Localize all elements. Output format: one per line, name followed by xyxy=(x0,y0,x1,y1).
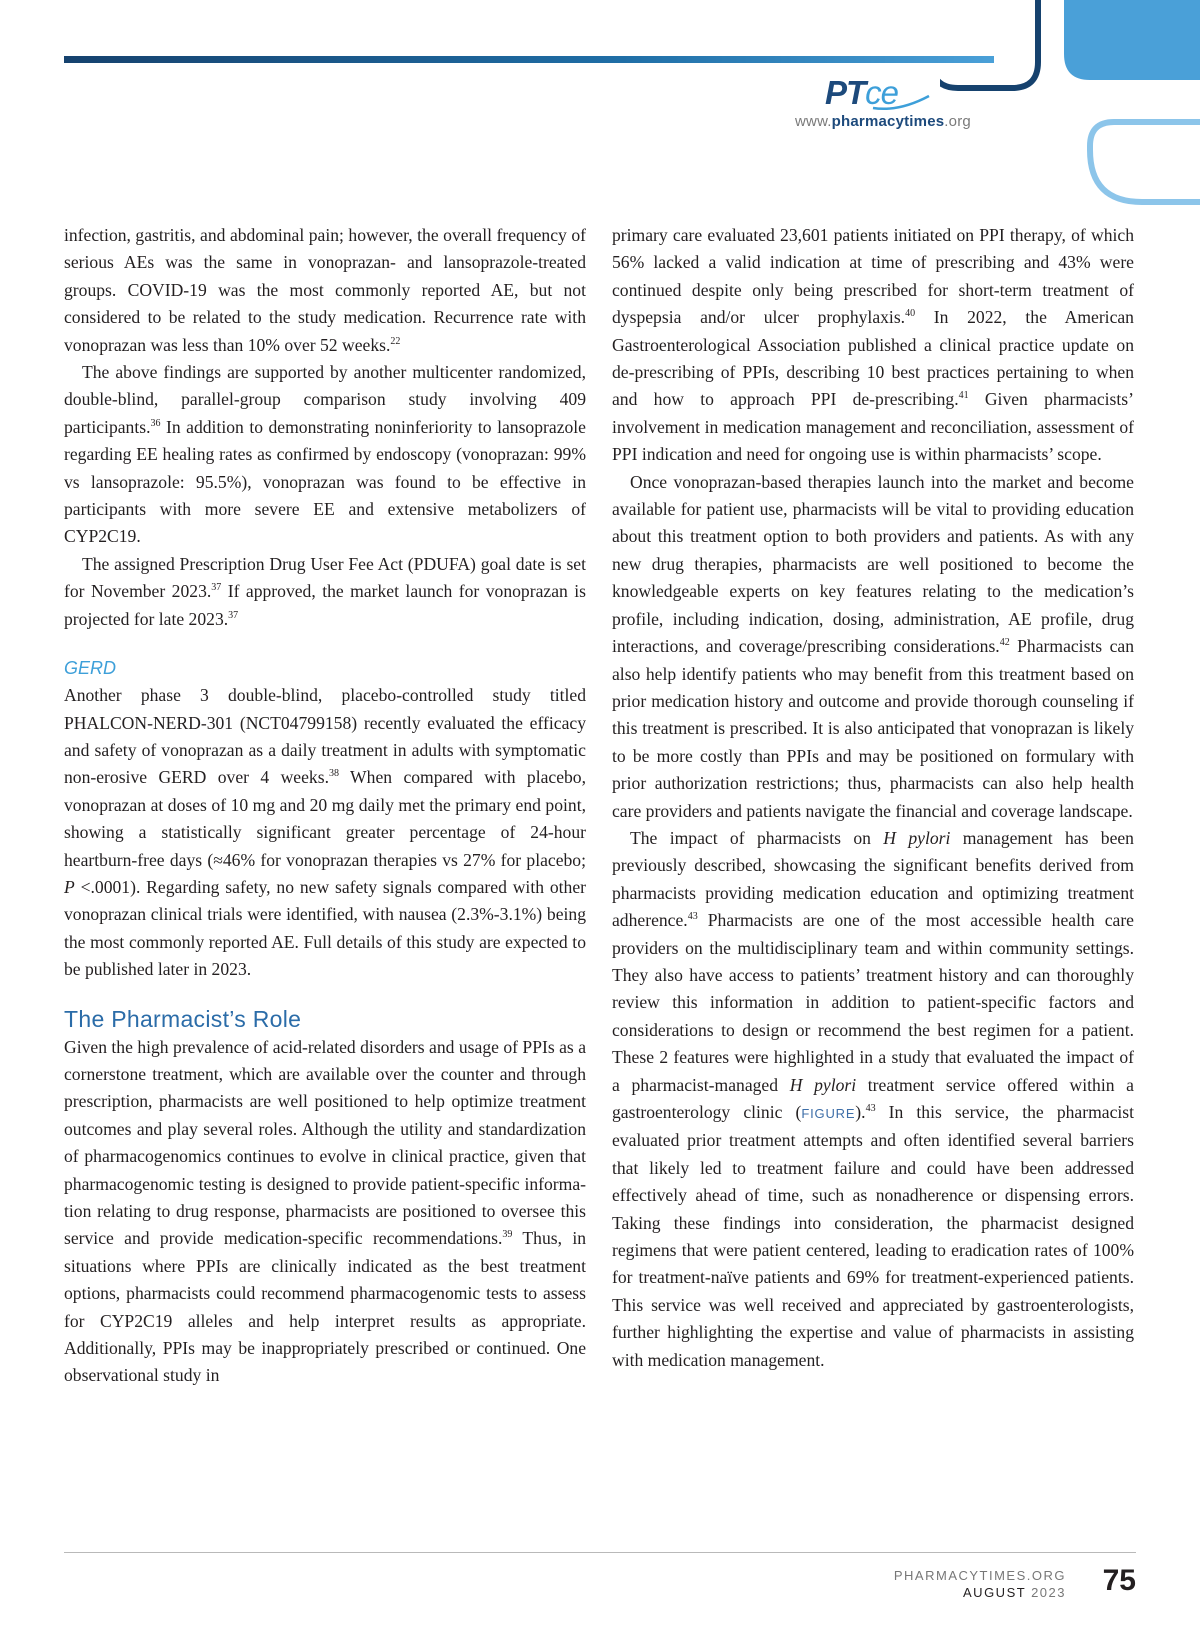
footer-issue-date: AUGUST 2023 xyxy=(963,1585,1066,1600)
ptce-logo xyxy=(795,76,1035,136)
section-title: The Pharmacist’s Role xyxy=(64,1005,302,1032)
logo-url: www.pharmacytimes.org xyxy=(795,113,971,130)
logo-swoosh-icon xyxy=(871,94,931,112)
navy-rounded-square xyxy=(940,0,1038,88)
paragraph: Another phase 3 double-blind, placebo-controlled study titled PHALCON-NERD-301 (NCT04799158) recently evaluated the efficacy and safety of vonoprazan as a daily treatment in adults with symptomatic non-erosive GERD over 4 weeks.$^{38}$ When compared with placebo, vonoprazan at doses of 10 mg and 20 mg daily met the primary end point, showing a statistically significant greater percentage of 24-hour heartburn-free days (≈46% for vonoprazan therapies vs 27% for placebo; P <.0001). Regarding safety, no new safety signals compared with other vonoprazan clinical trials were identified, with nausea (2.3%-3.1%) being the most commonly reported AE. Full details of this study are expected to be published later in 2023. xyxy=(64,685,586,980)
paragraph: infection, gastritis, and abdominal pain; however, the overall frequency of serious AEs was the same in vonoprazan- and lansoprazole-treated groups. COVID-19 was the most commonly reported AE, but not considered to be related to the study medication. Recurrence rate with vonoprazan was less than 10% over 52 weeks.$^{22}$ xyxy=(64,225,586,355)
page-number: 75 xyxy=(1102,1564,1136,1597)
header-rule xyxy=(64,56,994,63)
footer-rule xyxy=(64,1552,1136,1553)
right-column xyxy=(612,222,1134,1374)
paragraph: Given the high prevalence of acid-related disorders and usage of PPIs as a cornerstone treatment, which are available over the counter and through prescription, pharmacists are well positioned to help optimize treatment outcomes and play several roles. Although the utility and standardization of pharmacogenomics continues to evolve in clinical practice, given that pharmacogenomic testing is designed to provide patient-specific information relating to drug response, pharmacists are positioned to oversee this service and provide medication-specific recommendations.$^{39}$ Thus, in situations where PPIs are clinically indicated as the best treatment options, pharmacists could recommend pharmacogenomic tests to assess for CYP2C19 alleles and help interpret results as appropriate. Additionally, PPIs may be inappropriately prescribed or continued. One observational study in xyxy=(64,1036,586,1386)
paragraph: The impact of pharmacists on H pylori management has been previously described, showcasing the significant benefits derived from pharmacists providing medication education and optimizing treatment adherence.$^{43}$ Pharmacists are one of the most accessible health care providers on the multidisciplinary team and within community settings. They also have access to patients’ treatment history and can thoroughly review this information in addition to patient-specific factors and considerations to design or recommend the best regimen for a patient. These 2 features were highlighted in a study that evaluated the impact of a pharmacist-managed H pylori treatment service offered within a gastroenterology clinic (FIGURE).$^{43}$ In this service, the pharmacist evaluated prior treatment attempts and often identified several barriers that likely led to treatment failure and could have been addressed effectively ahead of time, such as nonadherence or dispensing errors. Taking these findings into consideration, the pharmacist designed regimens that were patient centered, leading to eradication rates of 100% for treatment-naïve patients and 69% for treatment-experienced patients. This service was well received and appreciated by gastroenterologists, further highlighting the expertise and value of pharmacists in assisting with medication management. xyxy=(612,827,1135,1370)
subhead-gerd: GERD xyxy=(64,658,117,679)
paragraph: primary care evaluated 23,601 patients initiated on PPI therapy, of which 56% lacked a valid indication at time of prescribing and 43% were continued despite only being prescribed for short-term treatment of dyspepsia and/or ulcer prophylaxis.$^{40}$ In 2022, the American Gastroenterological Association published a clinical practice update on de-prescribing of PPIs, describing 10 best practices pertaining to when and how to approach PPI de-prescribing.$^{41}$ Given pharmacists’ involvement in medication management and reconciliation, assessment of PPI indication and need for ongoing use is within pharmacists’ scope. xyxy=(612,225,1134,465)
paragraph: The assigned Prescription Drug User Fee Act (PDUFA) goal date is set for November 2023.37 If approved, the market launch for vonoprazan is projected for late 2023.37 xyxy=(64,553,586,629)
figure-reference-link[interactable]: FIGURE xyxy=(801,1106,856,1121)
paragraph: Once vonoprazan-based therapies launch into the market and become available for patient use, pharmacists will be vital to providing education about this treatment option to both providers and patients. As with any new drug therapies, pharmacists are well positioned to become the knowledgeable experts on key features relating to the medication’s profile, including indication, dosing, administration, AE profile, drug interactions, and coverage/prescribing considerations.$^{42}$ Pharmacists can also help identify patients who may benefit from this treatment based on prior medication history and outcome and provide thorough counseling if this treatment is prescribed. It is also anticipated that vonoprazan is likely to be more costly than PPIs and may be positioned on formulary with prior authorization restrictions; thus, pharmacists can also help health care providers and patients navigate the financial and coverage landscape. xyxy=(612,471,1134,821)
footer-site: PHARMACYTIMES.ORG xyxy=(893,1568,1066,1583)
paragraph: The above findings are supported by another multicenter randomized, double-blind, parallel-group comparison study involving 409 participants.$^{36}$ In addition to demonstrating noninferiority to lansoprazole regarding EE healing rates as confirmed by endoscopy (vonoprazan: 99% vs lansoprazole: 95.5%), vonoprazan was found to be effective in participants with more severe EE and extensive metabolizers of CYP2C19. xyxy=(64,362,586,547)
logo-wordmark: PTce xyxy=(825,74,899,111)
left-column xyxy=(64,222,586,1390)
light-blue-arc xyxy=(1090,122,1200,202)
blue-filled-shape xyxy=(1064,0,1200,80)
